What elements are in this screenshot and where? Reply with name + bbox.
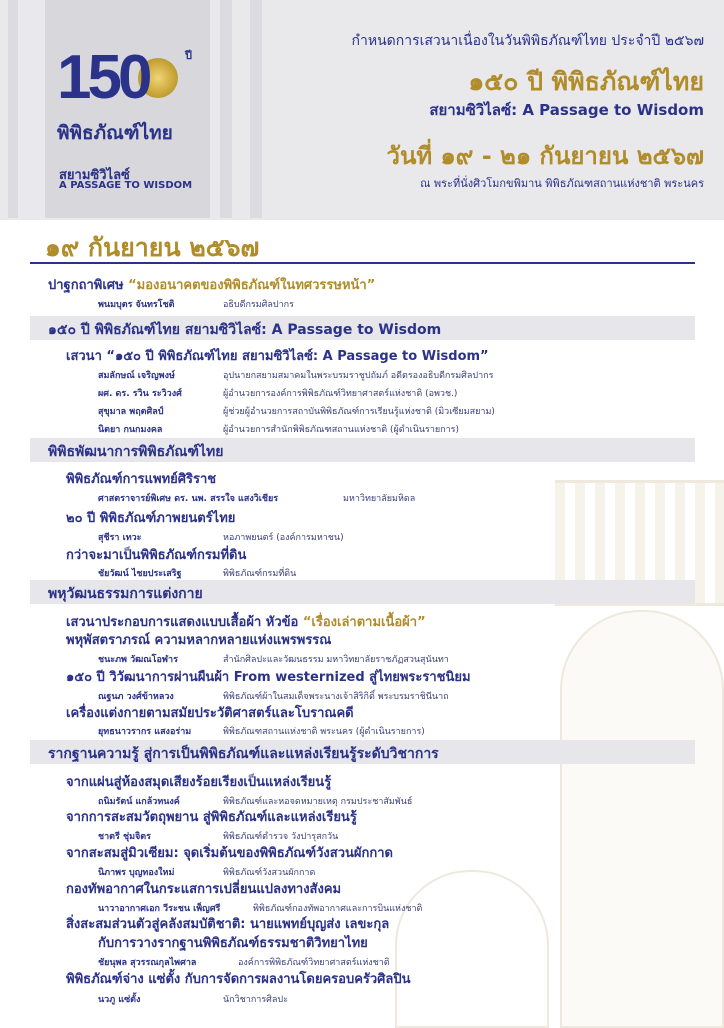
header-venue: ณ พระที่นั่งศิวโมกขพิมาน พิพิธภัณฑสถานแห่งชาติ พระนคร xyxy=(420,177,704,190)
speaker-name: ชาตรี ชุ่มจิตร xyxy=(98,832,151,842)
speaker-role: พิพิธภัณฑ์กรมที่ดิน xyxy=(223,569,297,579)
speaker-role: ผู้อำนวยการสำนักพิพิธภัณฑสถานแห่งชาติ (ผู้ดำเนินรายการ) xyxy=(223,425,460,435)
speaker-role: พิพิธภัณฑ์และหอจดหมายเหตุ กรมประชาสัมพันธ์ xyxy=(223,797,413,807)
speaker-name: ชัยนุพล สุวรรณกุลไพศาล xyxy=(98,958,197,968)
speaker-role: พิพิธภัณฑ์ตำรวจ วังปารุสกวัน xyxy=(223,832,339,842)
logo-panel xyxy=(45,0,210,218)
logo-number: 150 xyxy=(57,43,149,112)
logo-passage: A PASSAGE TO WISDOM xyxy=(59,180,193,191)
speaker-name: นิตยา กนกมงคล xyxy=(98,425,163,435)
panel-prefix: เสวนา xyxy=(66,349,102,364)
section-title: พิพิธพัฒนาการพิพิธภัณฑ์ไทย xyxy=(48,444,224,460)
speaker-role: พิพิธภัณฑสถานแห่งชาติ พระนคร (ผู้ดำเนินรายการ) xyxy=(223,727,425,737)
header-banner xyxy=(0,0,724,220)
speaker-role: พิพิธภัณฑ์กองทัพอากาศและการบินแห่งชาติ xyxy=(253,904,423,914)
talk-title: พิพิธภัณฑ์จ่าง แซ่ตั้ง กับการจัดการผลงานโดยครอบครัวศิลปิน xyxy=(66,972,411,987)
header-title: ๑๕๐ ปี พิพิธภัณฑ์ไทย xyxy=(468,67,704,96)
header-date: วันที่ ๑๙ - ๒๑ กันยายน ๒๕๖๗ xyxy=(386,142,704,170)
talk-title: ๒๐ ปี พิพิธภัณฑ์ภาพยนตร์ไทย xyxy=(66,511,236,526)
section-header xyxy=(30,580,695,604)
speaker-name: ณฐนภ วงศ์ข้าหลวง xyxy=(98,692,174,702)
speaker-name: สุขุมาล พฤตศิลป์ xyxy=(98,407,164,417)
talk-title: จากการสะสมวัตถุพยาน สู่พิพิธภัณฑ์และแหล่งเรียนรู้ xyxy=(66,810,357,825)
panel-topic: “๑๕๐ ปี พิพิธภัณฑ์ไทย สยามซิวิไลซ์: A Passage to Wisdom” xyxy=(106,349,489,364)
talk-title: จากสะสมสู่มิวเซียม: จุดเริ่มต้นของพิพิธภัณฑ์วังสวนผักกาด xyxy=(66,846,393,861)
talk-title-continued: กับการวางรากฐานพิพิธภัณฑ์ธรรมชาติวิทยาไทย xyxy=(98,936,368,951)
speaker-role: องค์การพิพิธภัณฑ์วิทยาศาสตร์แห่งชาติ xyxy=(238,958,390,968)
speaker-name: นวภู แซ่ตั้ง xyxy=(98,995,141,1005)
speaker-role: นักวิชาการศิลปะ xyxy=(223,995,288,1005)
panel-topic: “เรื่องเล่าตามเนื้อผ้า” xyxy=(302,615,426,630)
speaker-role: พิพิธภัณฑ์วังสวนผักกาด xyxy=(223,868,316,878)
logo-siam: สยามซิวิไลซ์ xyxy=(59,168,130,183)
keynote-label: ปาฐกถาพิเศษ xyxy=(48,278,124,293)
keynote-title: “มองอนาคตของพิพิธภัณฑ์ในทศวรรษหน้า” xyxy=(128,278,376,293)
talk-title: พหุพัสตราภรณ์ ความหลากหลายแห่งแพรพรรณ xyxy=(66,633,332,648)
talk-title: สิ่งสะสมส่วนตัวสู่คลังสมบัติชาติ: นายแพทย์บุญส่ง เลขะกุล xyxy=(66,917,390,932)
column-decoration xyxy=(250,0,262,218)
arch-decoration xyxy=(395,870,549,1028)
divider xyxy=(30,262,695,264)
logo-sup: ปี xyxy=(185,49,192,62)
speaker-name: ศาสตราจารย์พิเศษ ดร. นพ. สรรใจ แสงวิเชียร xyxy=(98,494,279,504)
door-decoration xyxy=(560,610,724,1028)
talk-title: พิพิธภัณฑ์การแพทย์ศิริราช xyxy=(66,472,217,487)
speaker-name: ถนิมรัตน์ แกล้วทนงค์ xyxy=(98,797,180,807)
speaker-name: สมลักษณ์ เจริญพงษ์ xyxy=(98,371,175,381)
section-header xyxy=(30,740,695,764)
talk-title: กองทัพอากาศในกระแสการเปลี่ยนแปลงทางสังคม xyxy=(66,882,342,897)
section-title: ๑๕๐ ปี พิพิธภัณฑ์ไทย สยามซิวิไลซ์: A Passage to Wisdom xyxy=(48,322,442,338)
talk-title: เครื่องแต่งกายตามสมัยประวัติศาสตร์และโบราณคดี xyxy=(66,706,354,721)
speaker-name: นิภาพร บุญทองใหม่ xyxy=(98,868,175,878)
speaker-role: มหาวิทยาลัยมหิดล xyxy=(343,494,416,504)
header-tagline: กำหนดการเสวนาเนื่องในวันพิพิธภัณฑ์ไทย ประจำปี ๒๕๖๗ xyxy=(351,33,704,49)
day-heading: ๑๙ กันยายน ๒๕๖๗ xyxy=(45,233,260,262)
column-decoration xyxy=(8,0,18,218)
speaker-role: อธิบดีกรมศิลปากร xyxy=(223,300,294,310)
speaker-name: นาวาอากาศเอก วีระชน เพ็ญศรี xyxy=(98,904,221,914)
column-decoration xyxy=(220,0,232,218)
panel-intro: เสวนาประกอบการแสดงแบบเสื้อผ้า หัวข้อ xyxy=(66,615,303,630)
talk-title: ๑๕๐ ปี วิวัฒนาการผ่านผืนผ้า From westernized สู่ไทยพระราชนิยม xyxy=(66,670,471,685)
speaker-name: พนมบุตร จันทรโชติ xyxy=(98,300,175,310)
speaker-role: สำนักศิลปะและวัฒนธรรม มหาวิทยาลัยราชภัฏสวนสุนันทา xyxy=(223,655,449,665)
keynote-label-row xyxy=(48,274,375,295)
section-header xyxy=(30,438,695,462)
speaker-role: หอภาพยนตร์ (องค์การมหาชน) xyxy=(223,533,344,543)
header-subtitle: สยามซิวิไลซ์: A Passage to Wisdom xyxy=(429,101,704,119)
speaker-role: พิพิธภัณฑ์ผ้าในสมเด็จพระนางเจ้าสิริกิติ์ พระบรมราชินีนาถ xyxy=(223,692,449,702)
speaker-name: ยุทธนาวรากร แสงอร่าม xyxy=(98,727,192,737)
panel-title xyxy=(66,345,489,366)
logo-name: พิพิธภัณฑ์ไทย xyxy=(57,122,173,144)
speaker-name: ชนะภพ วัฒณโอฬาร xyxy=(98,655,178,665)
speaker-name: ชัยวัฒน์ ไชยประเสริฐ xyxy=(98,569,182,579)
speaker-name: สุชีรา เทวะ xyxy=(98,533,142,543)
section-title: รากฐานความรู้ สู่การเป็นพิพิธภัณฑ์และแหล่งเรียนรู้ระดับวิชาการ xyxy=(48,746,439,762)
talk-title: กว่าจะมาเป็นพิพิธภัณฑ์กรมที่ดิน xyxy=(66,548,247,563)
speaker-name: ผศ. ดร. รวิน ระวิวงศ์ xyxy=(98,389,182,399)
speaker-role: ผู้ช่วยผู้อำนวยการสถาบันพิพิธภัณฑ์การเรียนรู้แห่งชาติ (มิวเซียมสยาม) xyxy=(223,407,495,417)
talk-title: จากแผ่นสู่ห้องสมุดเสียงร้อยเรียงเป็นแหล่งเรียนรู้ xyxy=(66,775,332,790)
section-header xyxy=(30,316,695,340)
speaker-role: อุปนายกสยามสมาคมในพระบรมราชูปถัมภ์ อดีตรองอธิบดีกรมศิลปากร xyxy=(223,371,494,381)
speaker-role: ผู้อำนวยการองค์การพิพิธภัณฑ์วิทยาศาสตร์แห่งชาติ (อพวช.) xyxy=(223,389,458,399)
section-title: พหุวัฒนธรรมการแต่งกาย xyxy=(48,586,203,602)
